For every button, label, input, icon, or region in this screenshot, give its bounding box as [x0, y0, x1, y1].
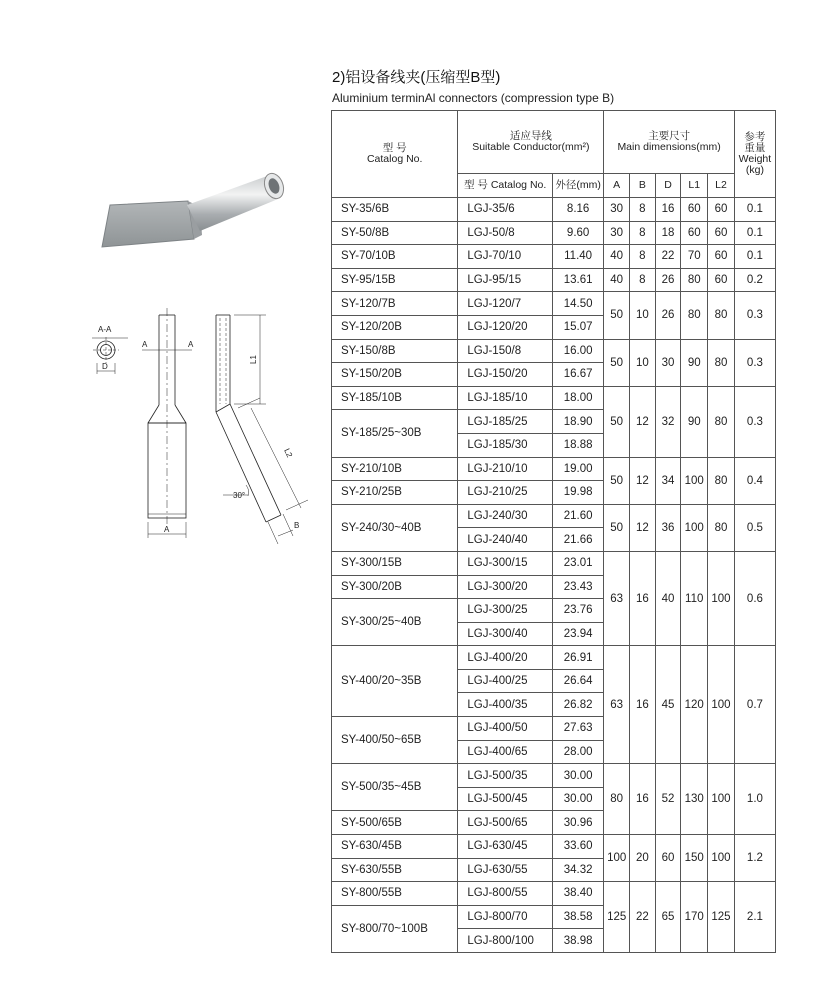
conductor-od-cell: 30.96 [552, 811, 603, 835]
section-label: A-A [98, 325, 112, 334]
conductor-od-cell: 34.32 [552, 858, 603, 882]
conductor-od-cell: 23.76 [552, 599, 603, 623]
l1-label: L1 [249, 355, 258, 364]
table-row [332, 221, 776, 245]
weight-cell: 0.2 [734, 268, 775, 292]
model-cell: SY-500/65B [332, 811, 458, 835]
dim-d-cell: 34 [655, 457, 681, 504]
weight-cell: 1.2 [734, 835, 775, 882]
dim-l1-cell: 100 [681, 457, 708, 504]
spec-table-body [332, 198, 776, 953]
conductor-od-cell: 21.60 [552, 504, 603, 528]
subheader-l2: L2 [708, 174, 735, 198]
model-cell: SY-630/45B [332, 835, 458, 859]
table-row [332, 292, 776, 316]
dim-l2-cell: 100 [708, 835, 735, 882]
b-label: B [294, 521, 300, 530]
dim-a-cell: 50 [604, 457, 630, 504]
conductor-od-cell: 23.01 [552, 551, 603, 575]
conductor-od-cell: 26.91 [552, 646, 603, 670]
dim-a-cell: 50 [604, 339, 630, 386]
dim-b-cell: 8 [630, 198, 656, 222]
dim-d-cell: 65 [655, 882, 681, 953]
table-row [332, 268, 776, 292]
conductor-model-cell: LGJ-120/7 [458, 292, 553, 316]
conductor-od-cell: 27.63 [552, 717, 603, 741]
dim-d-cell: 45 [655, 646, 681, 764]
conductor-model-cell: LGJ-240/40 [458, 528, 553, 552]
model-cell: SY-400/20~35B [332, 646, 458, 717]
conductor-model-cell: LGJ-630/55 [458, 858, 553, 882]
table-row [332, 245, 776, 269]
header-conductor [458, 111, 604, 174]
dim-a-cell: 100 [604, 835, 630, 882]
angle-label: 30° [233, 491, 246, 500]
conductor-model-cell: LGJ-185/30 [458, 433, 553, 457]
model-cell: SY-300/25~40B [332, 599, 458, 646]
conductor-model-cell: LGJ-500/35 [458, 764, 553, 788]
spec-table [331, 110, 776, 953]
table-row [332, 882, 776, 906]
table-row [332, 198, 776, 222]
conductor-od-cell: 30.00 [552, 787, 603, 811]
dim-l1-cell: 130 [681, 764, 708, 835]
header-weight-cn2: 重量 [744, 141, 766, 154]
conductor-od-cell: 14.50 [552, 292, 603, 316]
conductor-od-cell: 19.98 [552, 481, 603, 505]
conductor-od-cell: 18.90 [552, 410, 603, 434]
weight-cell: 0.6 [734, 551, 775, 645]
model-cell: SY-185/10B [332, 386, 458, 410]
dim-b-cell: 12 [630, 504, 656, 551]
dim-a-cell: 80 [604, 764, 630, 835]
subheader-od: 外径(mm) [552, 174, 603, 198]
conductor-model-cell: LGJ-120/20 [458, 315, 553, 339]
dim-a-cell: 50 [604, 386, 630, 457]
dim-l1-cell: 60 [681, 198, 708, 222]
table-row [332, 835, 776, 859]
dim-a-cell: 63 [604, 551, 630, 645]
model-cell: SY-70/10B [332, 245, 458, 269]
dim-l1-cell: 110 [681, 551, 708, 645]
model-cell: SY-210/25B [332, 481, 458, 505]
dim-b-cell: 16 [630, 551, 656, 645]
conductor-od-cell: 38.58 [552, 905, 603, 929]
table-row [332, 764, 776, 788]
dim-a-cell: 30 [604, 221, 630, 245]
header-conductor-en: Suitable Conductor(mm²) [472, 141, 590, 153]
page-title: 2)铝设备线夹(压缩型B型) [332, 69, 501, 86]
dim-l1-cell: 60 [681, 221, 708, 245]
dim-d-cell: 52 [655, 764, 681, 835]
dim-d-cell: 18 [655, 221, 681, 245]
dim-a-cell: 50 [604, 504, 630, 551]
dim-a-cell: 30 [604, 198, 630, 222]
dim-l2-cell: 80 [708, 504, 735, 551]
conductor-od-cell: 18.00 [552, 386, 603, 410]
model-cell: SY-185/25~30B [332, 410, 458, 457]
dim-l2-cell: 80 [708, 292, 735, 339]
conductor-model-cell: LGJ-300/15 [458, 551, 553, 575]
conductor-model-cell: LGJ-150/20 [458, 363, 553, 387]
conductor-od-cell: 18.88 [552, 433, 603, 457]
dim-a-cell: 50 [604, 292, 630, 339]
conductor-model-cell: LGJ-150/8 [458, 339, 553, 363]
dim-l1-cell: 170 [681, 882, 708, 953]
dim-b-cell: 8 [630, 221, 656, 245]
subheader-d: D [655, 174, 681, 198]
dim-l1-cell: 150 [681, 835, 708, 882]
model-cell: SY-120/20B [332, 315, 458, 339]
conductor-model-cell: LGJ-500/45 [458, 787, 553, 811]
weight-cell: 0.4 [734, 457, 775, 504]
dim-b-cell: 10 [630, 339, 656, 386]
dim-d-cell: 32 [655, 386, 681, 457]
model-cell: SY-50/8B [332, 221, 458, 245]
dim-l2-cell: 100 [708, 764, 735, 835]
dim-l2-cell: 60 [708, 221, 735, 245]
conductor-model-cell: LGJ-185/25 [458, 410, 553, 434]
conductor-model-cell: LGJ-185/10 [458, 386, 553, 410]
dim-l2-cell: 100 [708, 551, 735, 645]
conductor-model-cell: LGJ-800/100 [458, 929, 553, 953]
header-weight-en: Weight [738, 153, 772, 165]
table-row [332, 646, 776, 670]
conductor-model-cell: LGJ-35/6 [458, 198, 553, 222]
weight-cell: 0.1 [734, 245, 775, 269]
conductor-model-cell: LGJ-630/45 [458, 835, 553, 859]
conductor-model-cell: LGJ-300/25 [458, 599, 553, 623]
header-dims-en: Main dimensions(mm) [617, 141, 721, 153]
conductor-model-cell: LGJ-210/10 [458, 457, 553, 481]
conductor-model-cell: LGJ-400/65 [458, 740, 553, 764]
dim-d-cell: 26 [655, 268, 681, 292]
dim-l1-cell: 100 [681, 504, 708, 551]
model-cell: SY-35/6B [332, 198, 458, 222]
model-cell: SY-800/55B [332, 882, 458, 906]
dim-d-cell: 30 [655, 339, 681, 386]
dim-b-cell: 16 [630, 764, 656, 835]
dim-a-cell: 40 [604, 245, 630, 269]
conductor-model-cell: LGJ-240/30 [458, 504, 553, 528]
subheader-a: A [604, 174, 630, 198]
conductor-model-cell: LGJ-800/55 [458, 882, 553, 906]
dim-b-cell: 20 [630, 835, 656, 882]
conductor-od-cell: 26.82 [552, 693, 603, 717]
subheader-catalog: 型 号 Catalog No. [458, 174, 553, 198]
conductor-od-cell: 38.40 [552, 882, 603, 906]
conductor-od-cell: 9.60 [552, 221, 603, 245]
dim-b-cell: 12 [630, 386, 656, 457]
model-cell: SY-210/10B [332, 457, 458, 481]
front-cut-label-left: A [142, 340, 148, 349]
table-row [332, 504, 776, 528]
dim-l2-cell: 60 [708, 245, 735, 269]
dim-l1-cell: 70 [681, 245, 708, 269]
conductor-od-cell: 8.16 [552, 198, 603, 222]
page-subtitle: Aluminium terminAl connectors (compression type B) [332, 91, 615, 105]
conductor-od-cell: 15.07 [552, 315, 603, 339]
conductor-model-cell: LGJ-300/40 [458, 622, 553, 646]
dim-l1-cell: 90 [681, 386, 708, 457]
dim-l1-cell: 120 [681, 646, 708, 764]
weight-cell: 0.7 [734, 646, 775, 764]
model-cell: SY-150/20B [332, 363, 458, 387]
weight-cell: 0.1 [734, 221, 775, 245]
header-model-cn: 型 号 [382, 141, 407, 154]
conductor-od-cell: 19.00 [552, 457, 603, 481]
table-row [332, 386, 776, 410]
technical-drawing [88, 300, 318, 550]
weight-cell: 0.3 [734, 386, 775, 457]
dim-l2-cell: 80 [708, 339, 735, 386]
header-conductor-cn: 适应导线 [509, 129, 552, 142]
conductor-model-cell: LGJ-400/50 [458, 717, 553, 741]
dim-b-cell: 22 [630, 882, 656, 953]
l2-label: L2 [282, 447, 295, 459]
dim-a-cell: 63 [604, 646, 630, 764]
model-cell: SY-800/70~100B [332, 905, 458, 952]
model-cell: SY-150/8B [332, 339, 458, 363]
weight-cell: 2.1 [734, 882, 775, 953]
conductor-od-cell: 33.60 [552, 835, 603, 859]
conductor-model-cell: LGJ-210/25 [458, 481, 553, 505]
table-row [332, 551, 776, 575]
dim-b-cell: 8 [630, 268, 656, 292]
conductor-od-cell: 23.94 [552, 622, 603, 646]
product-photo [92, 165, 302, 255]
conductor-model-cell: LGJ-95/15 [458, 268, 553, 292]
front-cut-label-right: A [188, 340, 194, 349]
dim-d-cell: 40 [655, 551, 681, 645]
conductor-model-cell: LGJ-400/20 [458, 646, 553, 670]
header-weight-unit: (kg) [745, 164, 764, 177]
conductor-model-cell: LGJ-300/20 [458, 575, 553, 599]
conductor-od-cell: 16.67 [552, 363, 603, 387]
weight-cell: 0.5 [734, 504, 775, 551]
conductor-model-cell: LGJ-800/70 [458, 905, 553, 929]
header-weight-cn1: 参考 [744, 130, 766, 143]
dim-b-cell: 10 [630, 292, 656, 339]
conductor-model-cell: LGJ-500/65 [458, 811, 553, 835]
header-model [332, 111, 458, 198]
dim-l2-cell: 60 [708, 268, 735, 292]
weight-cell: 0.3 [734, 339, 775, 386]
conductor-od-cell: 26.64 [552, 669, 603, 693]
dim-l1-cell: 90 [681, 339, 708, 386]
dim-d-cell: 26 [655, 292, 681, 339]
section-dim-label: D [102, 362, 108, 371]
model-cell: SY-500/35~45B [332, 764, 458, 811]
dim-l2-cell: 60 [708, 198, 735, 222]
conductor-od-cell: 13.61 [552, 268, 603, 292]
dim-l2-cell: 80 [708, 386, 735, 457]
model-cell: SY-400/50~65B [332, 717, 458, 764]
dim-a-cell: 125 [604, 882, 630, 953]
dim-b-cell: 8 [630, 245, 656, 269]
conductor-od-cell: 28.00 [552, 740, 603, 764]
model-cell: SY-630/55B [332, 858, 458, 882]
conductor-model-cell: LGJ-400/25 [458, 669, 553, 693]
dim-l1-cell: 80 [681, 268, 708, 292]
model-cell: SY-95/15B [332, 268, 458, 292]
dim-d-cell: 60 [655, 835, 681, 882]
weight-cell: 0.1 [734, 198, 775, 222]
weight-cell: 0.3 [734, 292, 775, 339]
dim-l2-cell: 100 [708, 646, 735, 764]
weight-cell: 1.0 [734, 764, 775, 835]
conductor-od-cell: 30.00 [552, 764, 603, 788]
conductor-od-cell: 38.98 [552, 929, 603, 953]
subheader-b: B [630, 174, 656, 198]
table-row [332, 457, 776, 481]
conductor-od-cell: 16.00 [552, 339, 603, 363]
dim-d-cell: 36 [655, 504, 681, 551]
model-cell: SY-300/20B [332, 575, 458, 599]
dim-a-cell: 40 [604, 268, 630, 292]
header-model-en: Catalog No. [366, 153, 423, 165]
conductor-od-cell: 23.43 [552, 575, 603, 599]
model-cell: SY-120/7B [332, 292, 458, 316]
dim-d-cell: 22 [655, 245, 681, 269]
conductor-model-cell: LGJ-50/8 [458, 221, 553, 245]
conductor-model-cell: LGJ-400/35 [458, 693, 553, 717]
conductor-model-cell: LGJ-70/10 [458, 245, 553, 269]
model-cell: SY-240/30~40B [332, 504, 458, 551]
header-dims-cn: 主要尺寸 [648, 129, 691, 142]
conductor-od-cell: 11.40 [552, 245, 603, 269]
dim-b-cell: 16 [630, 646, 656, 764]
header-weight [734, 111, 775, 198]
table-row [332, 339, 776, 363]
dim-l2-cell: 80 [708, 457, 735, 504]
model-cell: SY-300/15B [332, 551, 458, 575]
subheader-l1: L1 [681, 174, 708, 198]
conductor-od-cell: 21.66 [552, 528, 603, 552]
dim-b-cell: 12 [630, 457, 656, 504]
width-label: A [164, 525, 170, 534]
dim-l2-cell: 125 [708, 882, 735, 953]
header-dims [604, 111, 735, 174]
dim-d-cell: 16 [655, 198, 681, 222]
dim-l1-cell: 80 [681, 292, 708, 339]
